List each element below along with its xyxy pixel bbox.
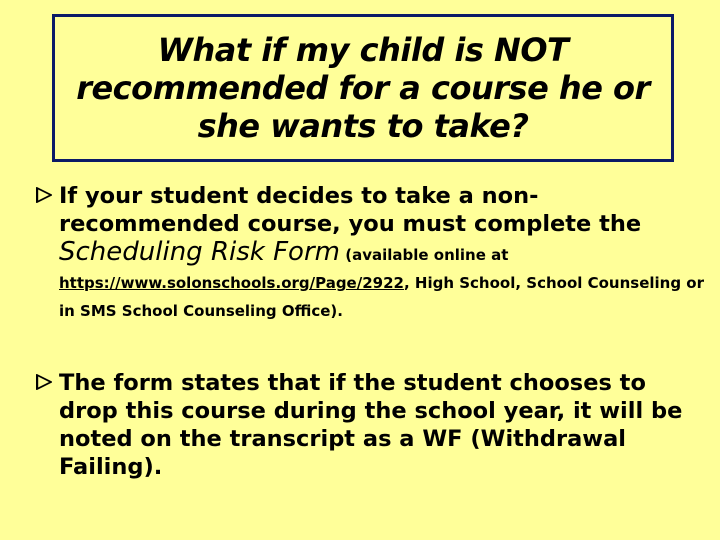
school-link[interactable]: https://www.solonschools.org/Page/2922 [59,274,404,292]
bullet-item-wf-note [36,369,704,481]
arrow-bullet-icon [36,374,52,390]
title-line-3: she wants to take? [197,107,529,145]
availability-text: (available online at [340,246,509,264]
bullet-item-risk-form [36,182,704,323]
availability-rest: , High School, School Counseling or in SMS School Counseling Office). [59,274,705,320]
slide-title [76,31,650,145]
arrow-bullet-icon [36,187,52,203]
title-box [52,14,674,162]
form-name: Scheduling Risk Form [59,237,340,267]
title-line-2: recommended for a course he or [76,69,650,107]
bullet-text: If your student decides to take a non-recommended course, you must complete the [59,183,642,237]
bullet-text: The form states that if the student chooses to drop this course during the school year, it will be noted on the transcript as a WF (Withdrawal Failing). [59,370,683,480]
title-line-1: What if my child is NOT [157,31,569,69]
bullet-list [36,182,704,481]
